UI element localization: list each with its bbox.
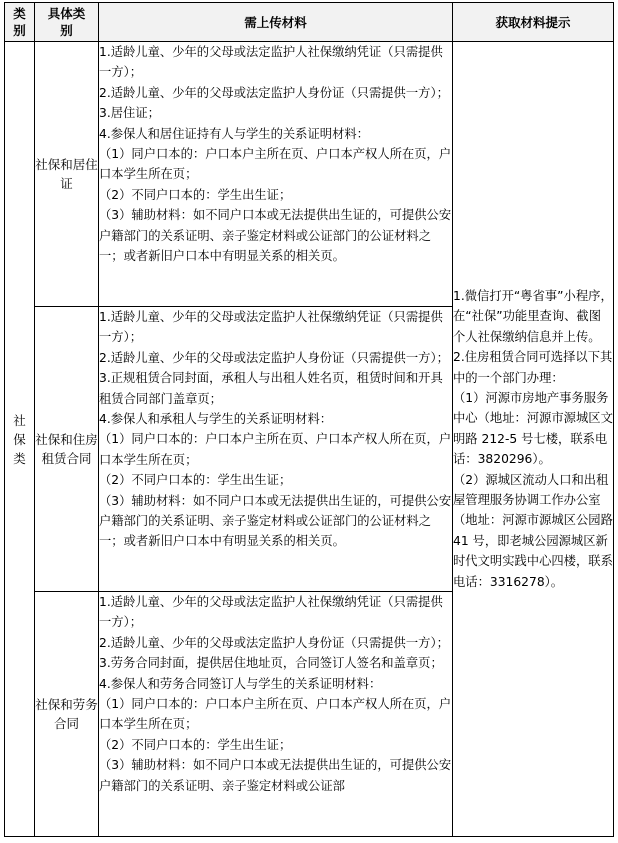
material-item: （3）辅助材料：如不同户口本或无法提供出生证的，可提供公安户籍部门的关系证明、亲子鉴定材料或公证部门的公证材料之一；或者新旧户口本中有明显关系的相关页。 [99, 493, 452, 549]
materials-cell [99, 42, 453, 307]
material-item: （2）不同户口本的：学生出生证； [99, 473, 292, 488]
material-item: 1.适龄儿童、少年的父母或法定监护人社保缴纳凭证（只需提供一方）； [99, 595, 443, 630]
subcategory-cell [35, 307, 99, 592]
subcategory-label: 社保和住房租赁合同 [35, 432, 98, 466]
material-item: 1.适龄儿童、少年的父母或法定监护人社保缴纳凭证（只需提供一方）； [99, 310, 443, 345]
header-subcategory: 具体类别 [35, 3, 99, 42]
material-item: 4.参保人和劳务合同签订人与学生的关系证明材料： [99, 676, 382, 691]
category-label: 社保类 [13, 412, 26, 466]
material-item: （1）同户口本的：户口本户主所在页、户口本产权人所在页，户口本学生所在页； [99, 432, 452, 467]
tips-cell [453, 42, 614, 837]
materials-table [4, 2, 614, 837]
material-item: 2.适龄儿童、少年的父母或法定监护人身份证（只需提供一方）； [99, 350, 449, 365]
material-item: 4.参保人和承租人与学生的关系证明材料： [99, 412, 333, 427]
material-item: 4.参保人和居住证持有人与学生的关系证明材料： [99, 126, 369, 141]
material-item: 2.适龄儿童、少年的父母或法定监护人身份证（只需提供一方）； [99, 85, 449, 100]
material-item: （1）同户口本的：户口本户主所在页、户口本产权人所在页，户口本学生所在页； [99, 147, 452, 182]
material-item: （3）辅助材料：如不同户口本或无法提供出生证的，可提供公安户籍部门的关系证明、亲子鉴定材料或公证部 [99, 758, 452, 793]
material-item: 3.劳务合同封面，提供居住地址页，合同签订人签名和盖章页； [99, 656, 443, 671]
header-tips: 获取材料提示 [453, 3, 614, 42]
subcategory-label: 社保和劳务合同 [35, 697, 98, 731]
material-item: 1.适龄儿童、少年的父母或法定监护人社保缴纳凭证（只需提供一方）； [99, 45, 443, 80]
material-item: 3.居住证； [99, 106, 160, 121]
tip-item: 2.住房租赁合同可选择以下其中的一个部门办理： [453, 350, 613, 385]
header-row [5, 3, 614, 42]
material-item: （2）不同户口本的：学生出生证； [99, 187, 292, 202]
material-item: 3.正规租赁合同封面，承租人与出租人姓名页，租赁时间和开具租赁合同部门盖章页； [99, 371, 443, 406]
material-item: （3）辅助材料：如不同户口本或无法提供出生证的，可提供公安户籍部门的关系证明、亲子鉴定材料或公证部门的公证材料之一；或者新旧户口本中有明显关系的相关页。 [99, 208, 452, 264]
materials-cell [99, 592, 453, 837]
material-item: 2.适龄儿童、少年的父母或法定监护人身份证（只需提供一方）； [99, 635, 449, 650]
material-item: （2）不同户口本的：学生出生证； [99, 737, 292, 752]
header-category: 类别 [5, 3, 35, 42]
table-row [5, 42, 614, 307]
subcategory-label: 社保和居住证 [35, 157, 98, 191]
subcategory-cell [35, 42, 99, 307]
tip-item: 1.微信打开“粤省事”小程序，在“社保”功能里查询、截图个人社保缴纳信息并上传。 [453, 288, 613, 344]
material-item: （1）同户口本的：户口本户主所在页、户口本产权人所在页，户口本学生所在页； [99, 697, 452, 732]
header-materials: 需上传材料 [99, 3, 453, 42]
materials-cell [99, 307, 453, 592]
subcategory-cell [35, 592, 99, 837]
tip-item: （1）河源市房地产事务服务中心（地址：河源市源城区文明路 212-5 号七楼，联系电话：3820296）。 [453, 390, 613, 467]
category-cell [5, 42, 35, 837]
tip-item: （2）源城区流动人口和出租屋管理服务协调工作办公室（地址：河源市源城区公园路 41 号，即老城公园源城区新时代文明实践中心四楼，联系电话：3316278）。 [453, 472, 613, 589]
